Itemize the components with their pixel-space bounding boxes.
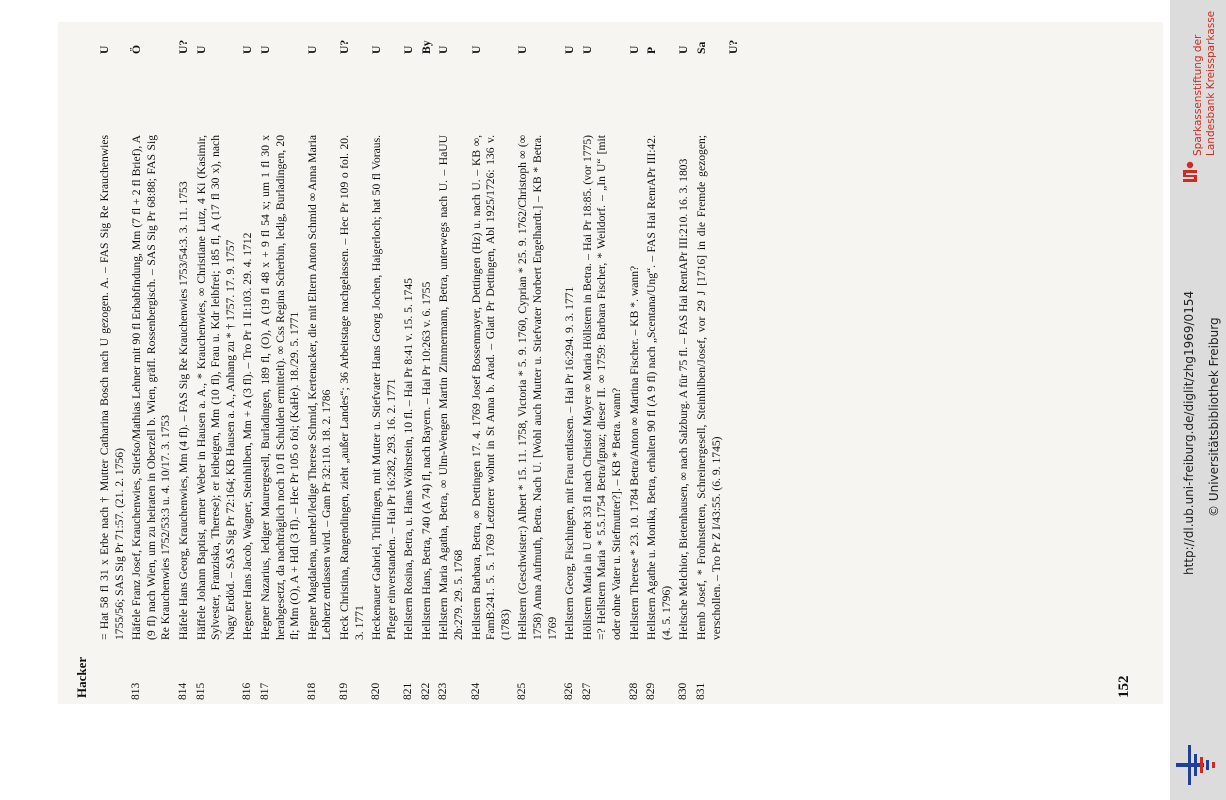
entry-row xyxy=(306,22,335,704)
entry-text: Hegner Nazarius, lediger Maurergesell, Burladingen, 189 fl, (O), A (19 fl 48 x + 9 fl 54 x; um 1 fl 30 x herabgesetzt, da nachträglich noch 10 fl Schulden ermittelt). ∞ Css Regina Scherbin, ledig, Burladingen, 20 fl; Mm (O), A + Hdl (3 fl). – Hec Pr 105 o fol; (KaHe). 18./29. 5. 1771 xyxy=(258,135,302,640)
rotated-page xyxy=(58,22,1163,704)
entry-number: 828 xyxy=(627,682,640,700)
entry-row xyxy=(516,22,560,704)
entry-number: 823 xyxy=(437,682,450,700)
entry-text: Hellstern Barbara, Betra, ∞ Dettingen 17. 4. 1769 Josef Bossenmayer, Dettingen (Hz) u. nach U. – KB ∞, FamB:241. 5. 5. 1769 Letzterer wohnt in St Anna b. Arad. – Glatt Pr Dettingen, Abl 1925/1726: 136 v. (1783) xyxy=(469,135,512,640)
entry-row xyxy=(338,22,367,704)
destination-mark: U xyxy=(627,45,641,54)
page-number: 152 xyxy=(1116,675,1132,698)
entry-number: 816 xyxy=(241,682,254,700)
entry-text: Hellstern Agathe u. Monika, Betra, erhalten 90 fl (A 9 fl) nach „Scentana/Ung“. – FAS Hai RenrAPr III:42. (4. 5. 1796) xyxy=(645,135,673,640)
permalink-url[interactable]: http://dl.ub.uni-freiburg.de/diglit/zhg1969/0154 xyxy=(1182,290,1196,575)
entry-row xyxy=(677,22,692,704)
entry-text: Häfele Franz Josef, Krauchenwies, Stiefso/Mathias Lehner mit 90 fl Erbabfindung, Mm (7 fl + 2 fl Brief), A (9 fl) nach Wien, um zu heiraten in Oberzell b. Wien, gräfl. Rossenbergisch. – SAS Sig Pr 68:88; FAS Sig Re Krauchenwies 1752/53:3 u. 4. 10/17. 3. 1753 xyxy=(130,135,173,640)
entry-number: 830 xyxy=(677,682,690,700)
entry-text: Häffele Johann Baptist, armer Weber in Hausen a. A., * Krauchenwies, ∞ Christiane Lutz, 4 Ki (Kasimir, Sylvester, Franziska, Therese); er leibeigen, Mm (10 fl), Frau u. Kdr leibfrei; 185 fl, A (17 fl 30 x), nach Nagy Erdöd. – SAS Sig Pr 72:164; KB Hausen a. A., Anhang zu * † 1757. 17. 9. 1757 xyxy=(194,135,237,640)
destination-mark: P xyxy=(645,46,659,54)
sponsor-line-2: Landesbank Kreissparkasse xyxy=(1205,10,1217,156)
entry-number: 817 xyxy=(258,682,271,700)
destination-mark: U xyxy=(241,45,255,54)
destination-mark: U xyxy=(580,45,594,54)
entry-number: 825 xyxy=(516,682,529,700)
entry-number: 819 xyxy=(337,682,350,700)
running-head: Hacker xyxy=(74,656,89,698)
entry-row xyxy=(645,22,674,704)
entry-row xyxy=(195,22,239,704)
entry-number: 820 xyxy=(370,682,383,700)
destination-mark: U xyxy=(194,45,208,54)
entry-number: 822 xyxy=(419,682,432,700)
destination-mark: U xyxy=(437,45,451,54)
entry-row xyxy=(563,22,578,704)
entry-text: Hegener Hans Jacob, Wagner, Steinhilben, Mm + A (3 fl). – Tro Pr 1 II:103. 29. 4. 1712 xyxy=(241,232,255,640)
entry-row xyxy=(98,22,127,704)
destination-mark: U xyxy=(258,45,272,54)
entry-text: Hellstern Therese * 23. 10. 1784 Betra/Anton ∞ Martina Fischer. – KB *. wann? xyxy=(627,265,641,640)
destination-mark: U? xyxy=(337,39,351,54)
entry-row xyxy=(241,22,256,704)
entry-row xyxy=(130,22,174,704)
entry-number: 827 xyxy=(580,682,593,700)
entry-row xyxy=(581,22,625,704)
entry-number: 821 xyxy=(402,682,415,700)
entry-row xyxy=(402,22,417,704)
entry-number: 813 xyxy=(130,682,143,700)
entry-number: 829 xyxy=(645,682,658,700)
destination-mark: U xyxy=(305,45,319,54)
entry-text: Hemb Josef, * Frohnstetten, Schreinergesell, Steinhilben/Josef, vor 29 J [1716] in die Fremde gezogen; verschollen. – Tro Pr Z I/43:55. (6. 9. 1745) xyxy=(694,135,723,640)
destination-mark: By xyxy=(419,40,433,54)
destination-mark: U xyxy=(469,45,483,54)
entry-list xyxy=(98,22,740,704)
entry-row xyxy=(695,22,724,704)
entry-text: Heckenauer Gabriel, Trillfingen, mit Mutter u. Stiefvater Hans Georg Jochen, Haigerloch; hat 50 fl Voraus. Pfleger einverstanden. – Hai Pr 16:282, 293. 16. 2. 1771 xyxy=(370,135,398,640)
ub-freiburg-logo-icon xyxy=(1176,745,1220,785)
destination-mark: U xyxy=(563,45,577,54)
destination-mark: Sa xyxy=(694,41,708,54)
entry-row xyxy=(259,22,303,704)
entry-text: Heltsche Melchior, Bietenhausen, ∞ nach Salzburg. A für 75 fl. – FAS Hai RentAPr III:210. 16. 3. 1803 xyxy=(677,158,691,640)
destination-mark: Ö xyxy=(130,44,144,54)
entry-text: = Hat 58 fl 31 x Erbe nach † Mutter Catharina Bosch nach U gezogen. A. – FAS Sig Re Krauchenwies 1755/56; SAS Sig Pr 71:57. (21. 2. 1756) xyxy=(98,135,126,640)
entry-text: Hegner Magdalena, unehel/ledige Therese Schmid, Kertenacker, die mit Eltern Anton Schmid ∞ Anna Maria Lebherz entlassen wird. – Gam Pr 32:110. 18. 2. 1786 xyxy=(305,135,334,640)
entry-text: Hellstern Georg, Fischingen, mit Frau entlassen. – Hai Pr 16:294. 9. 3. 1771 xyxy=(563,286,577,640)
trailing-mark: U? xyxy=(727,39,741,54)
copyright-notice: © Universitätsbibliothek Freiburg xyxy=(1207,317,1221,517)
entry-row xyxy=(420,22,435,704)
destination-mark: U xyxy=(370,45,384,54)
entry-number: 831 xyxy=(694,682,707,700)
entry-text: Heck Christina, Rangendingen, zieht „außer Landes“; 36 Arbeitstage nachgelassen. – Hec Pr 109 o fol. 20. 3. 1771 xyxy=(337,135,366,640)
destination-mark: U xyxy=(402,45,416,54)
destination-mark: U xyxy=(98,45,111,54)
entry-row xyxy=(470,22,514,704)
sponsor-line-1: Sparkassenstiftung der xyxy=(1192,34,1204,156)
entry-text: Hellstern Rosina, Betra, u. Hans Wöhrstein, 10 fl. – Hai Pr 8:41 v. 15. 5. 1745 xyxy=(402,278,416,640)
entry-number: 826 xyxy=(563,682,576,700)
entry-row xyxy=(177,22,192,704)
destination-mark: U? xyxy=(176,39,190,54)
entry-number: 814 xyxy=(176,682,189,700)
entry-number: 818 xyxy=(305,682,318,700)
entry-text: Häfele Hans Georg, Krauchenwies, Mm (4 fl). – FAS Sig Re Krauchenwies 1753/54:3. 3. 11. 1753 xyxy=(176,181,190,640)
entry-text: Hellstern Maria Agatha, Betra, ∞ Ulm-Wengen Martin Zimmermann, Betra, unterwegs nach U. – HaUU 2b:279. 29. 5. 1768 xyxy=(437,135,466,640)
entry-text: Hellstern (Geschwister:) Albert * 15. 11. 1758, Victoria * 5. 9. 1760, Cyprian * 25. 9. 1762/Christoph ∞ (∞ 1758) Anna Aufmuth, Betra. Nach U. [Wohl auch Mutter u. Stiefvater Norbert Engelhardt.] – KB * Betra. 1769 xyxy=(516,135,559,640)
destination-mark: U xyxy=(677,45,691,54)
entry-text: Hellstern Hans, Betra, 740 (A 74) fl, nach Bayern. – Hai Pr 10:263 v. 6. 1755 xyxy=(419,281,433,640)
entry-row xyxy=(370,22,399,704)
entry-number: 824 xyxy=(469,682,482,700)
sparkasse-logo-icon xyxy=(1178,160,1202,184)
entry-row xyxy=(437,22,466,704)
entry-row xyxy=(628,22,643,704)
entry-number: 815 xyxy=(194,682,207,700)
destination-mark: U xyxy=(516,45,530,54)
entry-text: Höllstern Maria in U erbt 33 fl nach Christof Mayer ∞ Maria Höllstern in Betra. – Hai Pr 18:85. (vor 1775) =? Hellstern Maria * 5.5.1754 Betra/Ignaz; dieser II. ∞ 1759: Barbara Fischer, * Weildorf. – „In U“ [mit oder ohne Vater u. Stiefmutter?]. – KB * Betra. wann? xyxy=(580,135,623,640)
